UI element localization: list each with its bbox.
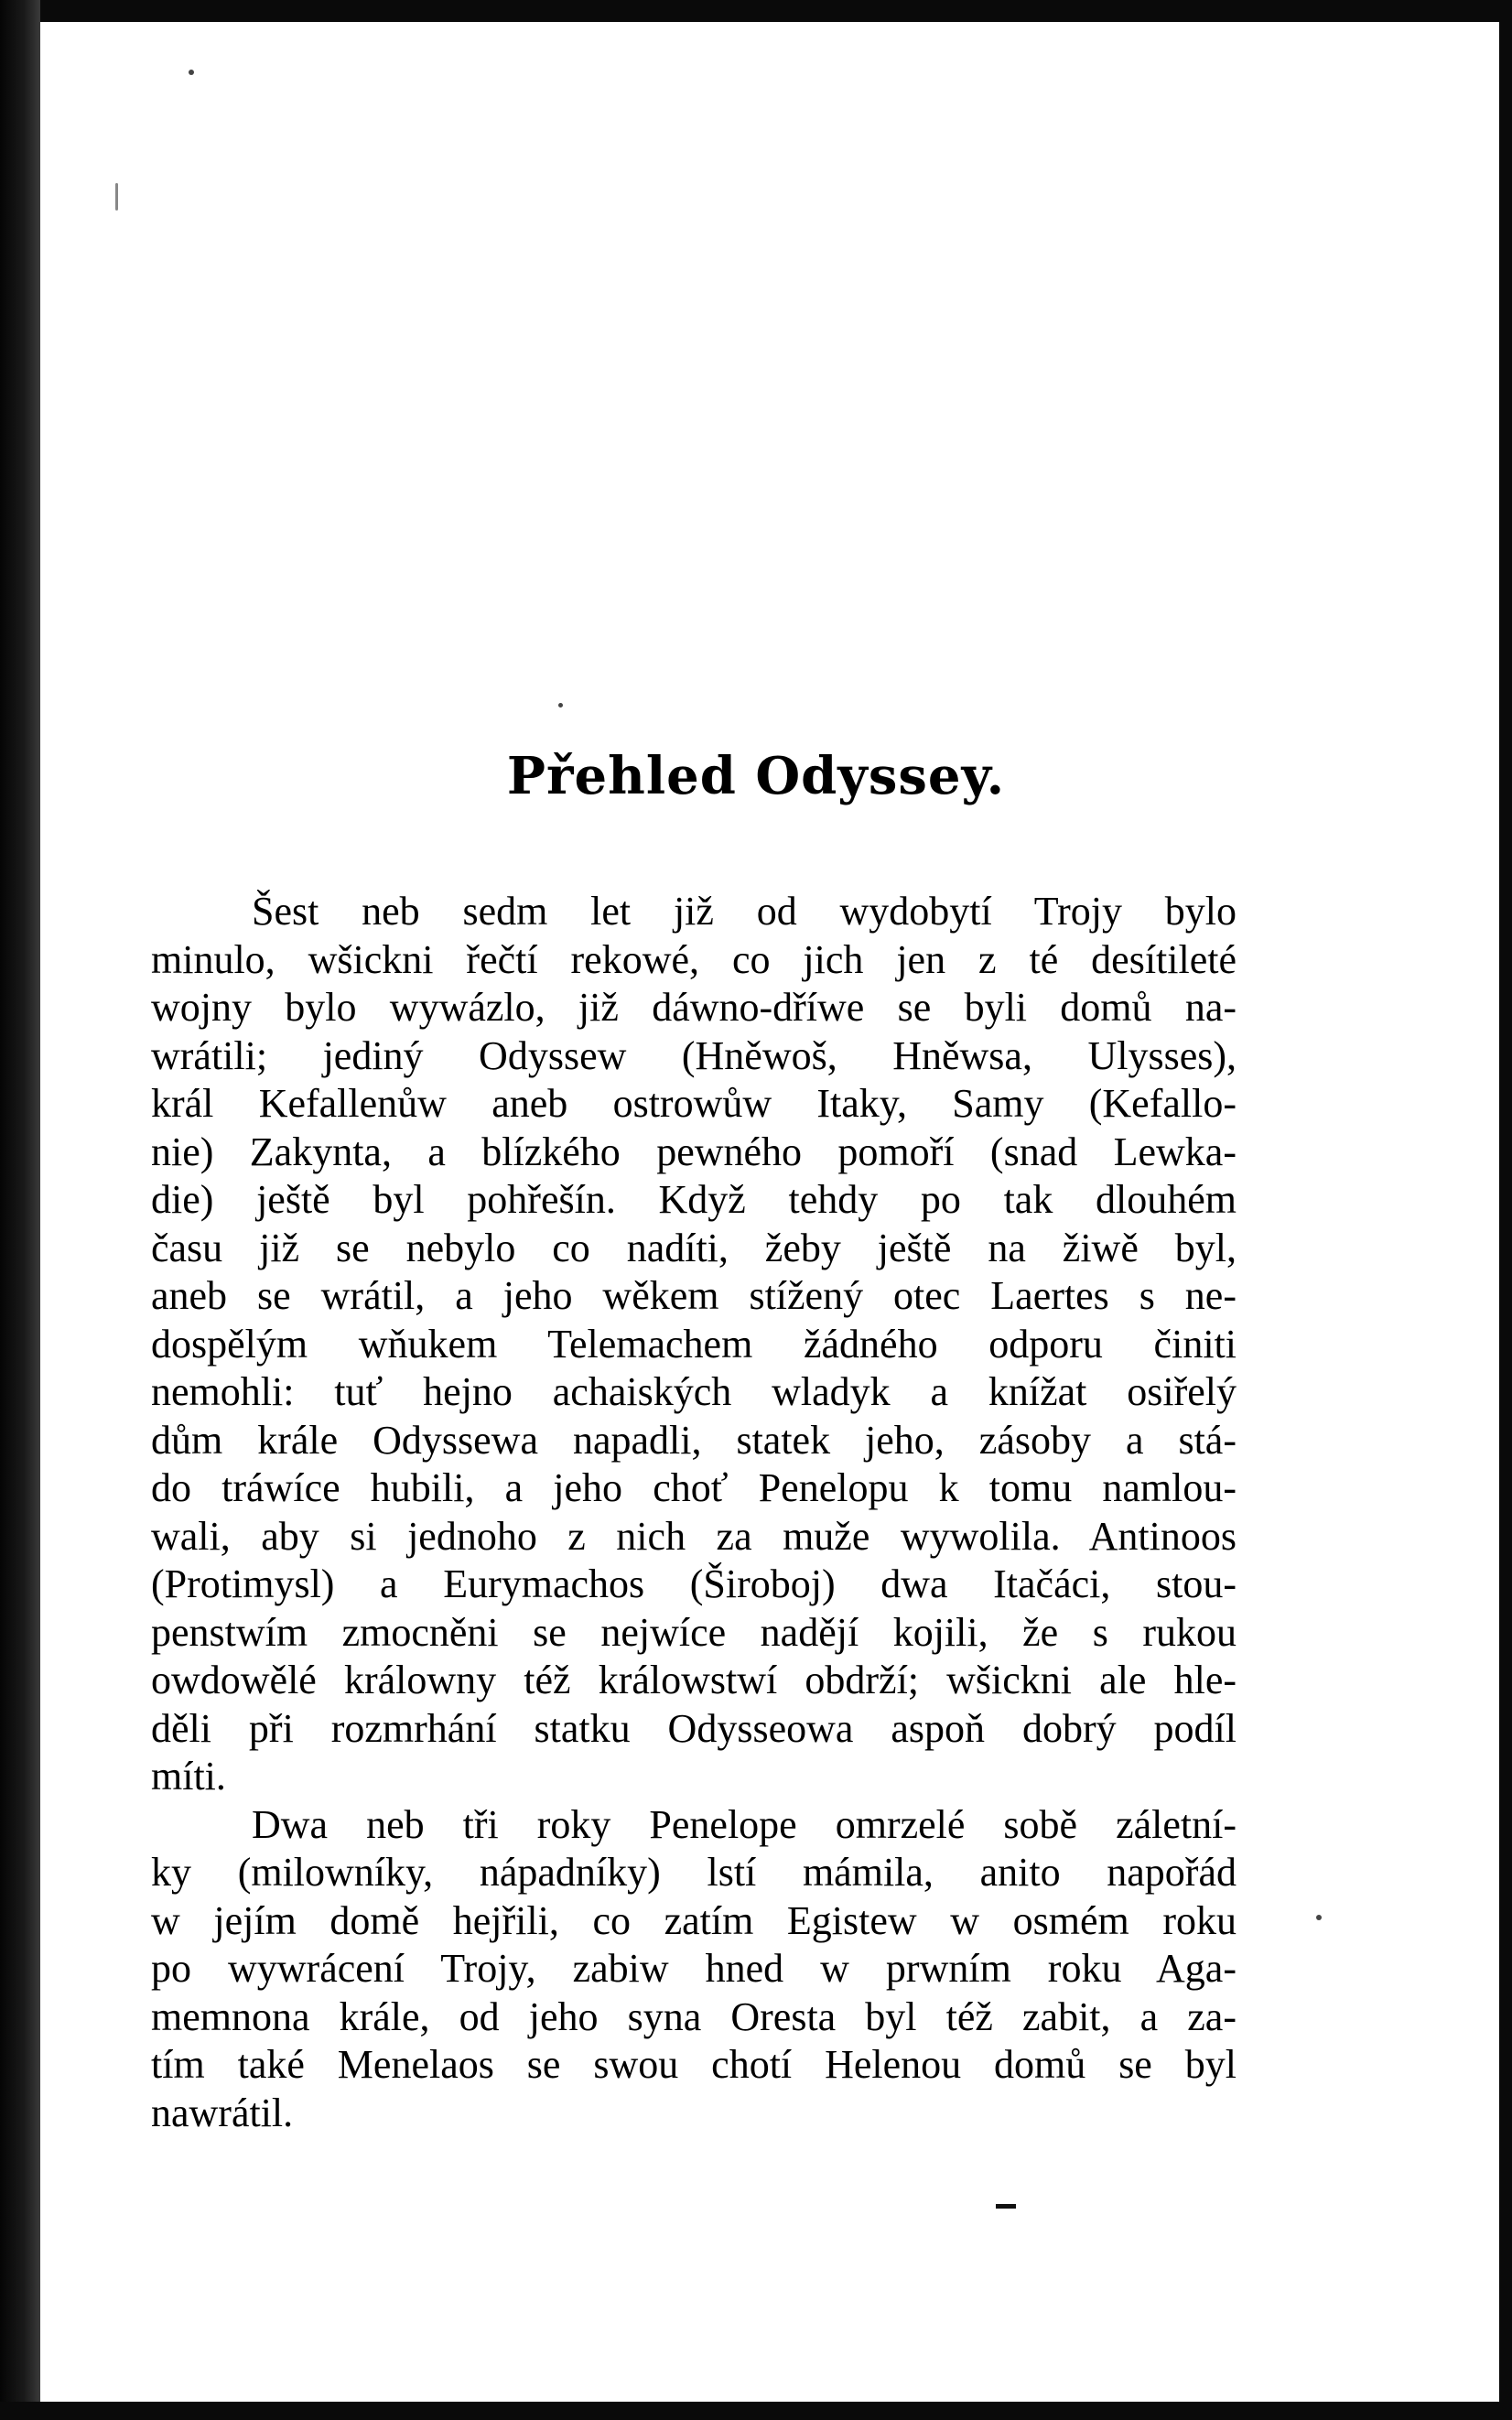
text-line: wojny bylo wywázlo, již dáwno-dříwe se byli domů na- — [151, 985, 1237, 1030]
paper-speck — [189, 70, 194, 75]
text-line: míti. — [151, 1754, 226, 1799]
text-line: memnona krále, od jeho syna Oresta byl též zabit, a za- — [151, 1993, 1237, 2039]
paragraph-2 — [151, 1801, 1237, 2138]
paper-mark — [115, 183, 118, 211]
paragraph-1 — [151, 888, 1237, 1801]
text-line: penstwím zmocněni se nejwíce nadějí kojili, že s rukou — [151, 1609, 1237, 1655]
text-line: die) ještě byl pohřešín. Když tehdy po tak dlouhém — [151, 1177, 1237, 1222]
text-line: w jejím domě hejřili, co zatím Egistew w osmém roku — [151, 1897, 1237, 1943]
text-line: nemohli: tuť hejno achaiských wladyk a knížat osiřelý — [151, 1369, 1237, 1414]
text-line: po wywrácení Trojy, zabiw hned w prwním roku Aga- — [151, 1946, 1237, 1991]
text-line: tím také Menelaos se swou chotí Helenou domů se byl — [151, 2042, 1237, 2087]
text-line: nawrátil. — [151, 2090, 294, 2135]
text-line: do tráwíce hubili, a jeho choť Penelopu k tomu namlou- — [151, 1465, 1237, 1510]
text-line: nie) Zakynta, a blízkého pewného pomoří (snad Lewka- — [151, 1129, 1237, 1174]
text-line: dospělým wňukem Telemachem žádného odporu činiti — [151, 1321, 1237, 1367]
text-line: času již se nebylo co nadíti, žeby ještě na žiwě byl, — [151, 1225, 1237, 1270]
page-title: Přehled Odyssey. — [506, 746, 1006, 806]
text-line: ky (milowníky, nápadníky) lstí mámila, anito napořád — [151, 1850, 1237, 1895]
text-line: děli při rozmrhání statku Odysseowa aspoň dobrý podíl — [151, 1705, 1237, 1751]
text-line: (Protimysl) a Eurymachos (Široboj) dwa Itačáci, stou- — [151, 1561, 1237, 1606]
text-line: Dwa neb tři roky Penelope omrzelé sobě záletní- — [252, 1801, 1237, 1847]
paper-speck — [1316, 1915, 1322, 1920]
scan-bottom-border — [0, 2402, 1512, 2420]
text-line: Šest neb sedm let již od wydobytí Trojy bylo — [252, 889, 1237, 934]
text-line: owdowělé králowny též králowstwí obdrží; wšickni ale hle- — [151, 1658, 1237, 1702]
book-spine-shadow — [0, 0, 40, 2420]
scan-right-border — [1499, 0, 1512, 2420]
text-line: dům krále Odyssewa napadli, statek jeho, zásoby a stá- — [151, 1417, 1237, 1463]
text-line: aneb se wrátil, a jeho wěkem stížený otec Laertes s ne- — [151, 1273, 1237, 1318]
body-text — [151, 888, 1237, 2137]
text-line: král Kefallenůw aneb ostrowůw Itaky, Samy (Kefallo- — [151, 1081, 1237, 1126]
paper-speck — [558, 703, 563, 708]
printer-mark — [996, 2204, 1016, 2209]
text-line: wrátili; jediný Odyssew (Hněwoš, Hněwsa, Ulysses), — [151, 1032, 1237, 1078]
text-line: minulo, wšickni řečtí rekowé, co jich jen z té desítileté — [151, 936, 1237, 982]
scan-top-border — [0, 0, 1512, 22]
text-line: wali, aby si jednoho z nich za muže wywolila. Antinoos — [151, 1513, 1237, 1559]
